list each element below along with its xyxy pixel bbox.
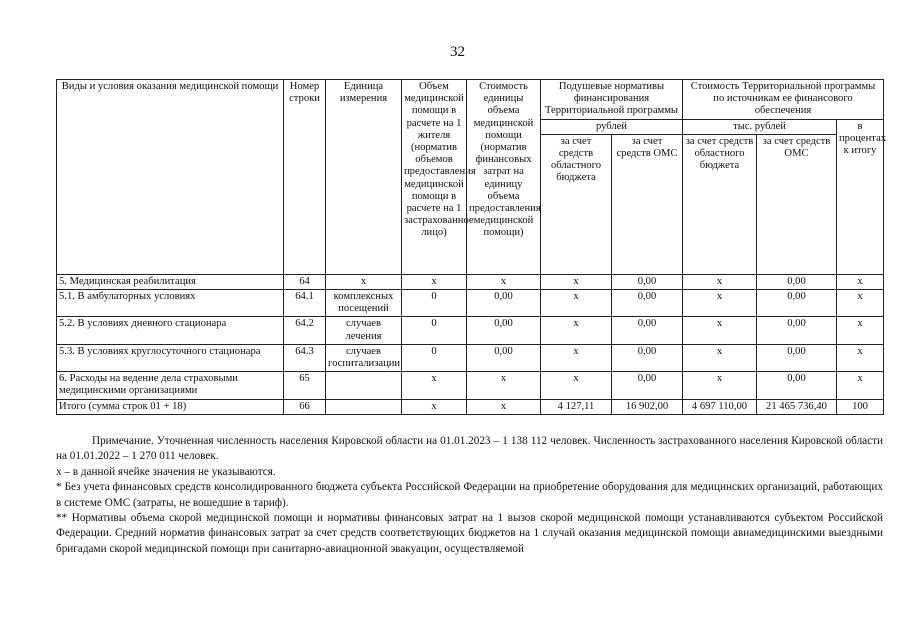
row-c-budget: 4 697 110,00 — [683, 399, 757, 414]
header-kinds: Виды и условия оказания медицинской помощи — [57, 80, 284, 275]
row-pc-budget: 4 127,11 — [541, 399, 612, 414]
header-pc-budget: за счет средств областного бюджета — [541, 134, 612, 274]
row-name: 5. Медицинская реабилитация — [57, 274, 284, 289]
row-cost: 0,00 — [467, 344, 541, 371]
row-percent: х — [837, 344, 884, 371]
row-number: 64.2 — [284, 317, 326, 344]
row-c-budget: х — [683, 344, 757, 371]
row-cost: х — [467, 372, 541, 399]
row-pc-budget: х — [541, 317, 612, 344]
row-pc-oms: 0,00 — [612, 317, 683, 344]
row-cost: 0,00 — [467, 317, 541, 344]
row-c-budget: х — [683, 372, 757, 399]
header-rub: рублей — [541, 119, 683, 134]
row-unit: случаев лечения — [326, 317, 402, 344]
row-volume: 0 — [402, 290, 467, 317]
page-number: 32 — [450, 44, 465, 60]
row-pc-oms: 0,00 — [612, 274, 683, 289]
row-number: 64.3 — [284, 344, 326, 371]
table-row-total — [57, 399, 884, 414]
row-percent: х — [837, 274, 884, 289]
row-c-oms: 0,00 — [757, 317, 837, 344]
row-c-oms: 0,00 — [757, 344, 837, 371]
note-asterisk: * Без учета финансовых средств консолидированного бюджета субъекта Российской Федерации на приобретение оборудования для медицинских организаций, работающих в системе ОМС (затраты, не вошедшие в тариф). — [56, 481, 883, 509]
row-pc-budget: х — [541, 372, 612, 399]
table-row — [57, 317, 884, 344]
note-population: Примечание. Уточненная численность населения Кировской области на 01.01.2023 – 1 138 112 человек. Численность застрахованного населения Кировской области на 01.01.2022 – 1 270 011 человек. — [56, 435, 883, 463]
note-x-legend: х – в данной ячейке значения не указываются. — [56, 465, 276, 478]
row-volume: 0 — [402, 317, 467, 344]
row-number: 64 — [284, 274, 326, 289]
row-cost: 0,00 — [467, 290, 541, 317]
row-number: 64.1 — [284, 290, 326, 317]
row-unit: случаев госпитализации — [326, 344, 402, 371]
row-c-oms: 0,00 — [757, 372, 837, 399]
row-pc-budget: х — [541, 344, 612, 371]
header-percent: в процентах к итогу — [837, 119, 884, 274]
row-pc-oms: 0,00 — [612, 344, 683, 371]
row-cost: х — [467, 274, 541, 289]
row-pc-budget: х — [541, 274, 612, 289]
row-volume: х — [402, 372, 467, 399]
row-pc-oms: 0,00 — [612, 290, 683, 317]
row-percent: х — [837, 317, 884, 344]
row-unit — [326, 372, 402, 399]
row-name: 5.2. В условиях дневного стационара — [57, 317, 284, 344]
row-name: 5.1. В амбулаторных условиях — [57, 290, 284, 317]
header-unit: Единица измерения — [326, 80, 402, 275]
row-pc-oms: 16 902,00 — [612, 399, 683, 414]
table-row — [57, 290, 884, 317]
row-percent: х — [837, 372, 884, 399]
row-percent: 100 — [837, 399, 884, 414]
row-pc-budget: х — [541, 290, 612, 317]
header-percapita-group: Подушевые нормативы финансирования Территориальной программы — [541, 80, 683, 120]
header-c-oms: за счет средств ОМС — [757, 134, 837, 274]
row-unit: комплексных посещений — [326, 290, 402, 317]
row-pc-oms: 0,00 — [612, 372, 683, 399]
header-unit-cost: Стоимость единицы объема медицинской помощи (норматив финансовых затрат на единицу объема предоставления медицинской помощи) — [467, 80, 541, 275]
row-name: 5.3. В условиях круглосуточного стационара — [57, 344, 284, 371]
row-cost: х — [467, 399, 541, 414]
row-number: 66 — [284, 399, 326, 414]
header-cost-group: Стоимость Территориальной программы по источникам ее финансового обеспечения — [683, 80, 884, 120]
row-c-budget: х — [683, 317, 757, 344]
row-volume: х — [402, 399, 467, 414]
row-number: 65 — [284, 372, 326, 399]
row-volume: х — [402, 274, 467, 289]
row-name: Итого (сумма строк 01 + 18) — [57, 399, 284, 414]
row-c-oms: 0,00 — [757, 290, 837, 317]
header-volume: Объем медицинской помощи в расчете на 1 жителя (норматив объемов предоставления медицинской помощи в расчете на 1 застрахованное лицо) — [402, 80, 467, 275]
row-unit — [326, 399, 402, 414]
row-c-budget: х — [683, 274, 757, 289]
row-name: 6. Расходы на ведение дела страховыми медицинскими организациями — [57, 372, 284, 399]
table-row — [57, 274, 884, 289]
row-volume: 0 — [402, 344, 467, 371]
header-pc-oms: за счет средств ОМС — [612, 134, 683, 274]
row-c-oms: 0,00 — [757, 274, 837, 289]
header-row-1 — [57, 80, 884, 120]
header-row-number: Номер строки — [284, 80, 326, 275]
row-c-budget: х — [683, 290, 757, 317]
note-double-asterisk: ** Нормативы объема скорой медицинской помощи и нормативы финансовых затрат на 1 вызов скорой медицинской помощи устанавливаются субъектом Российской Федерации. Средний норматив финансовых затрат за счет средств соответствующих бюджетов на 1 случай оказания медицинской помощи авиамедицинскими выездными бригадами скорой медицинской помощи при санитарно-авиационной эвакуации, осуществляемой — [56, 512, 883, 555]
table-row — [57, 372, 884, 399]
header-c-budget: за счет средств областного бюджета — [683, 134, 757, 274]
row-unit: х — [326, 274, 402, 289]
header-thous-rub: тыс. рублей — [683, 119, 837, 134]
row-percent: х — [837, 290, 884, 317]
notes-block — [56, 434, 883, 557]
table-row — [57, 344, 884, 371]
normatives-table — [56, 79, 887, 415]
row-c-oms: 21 465 736,40 — [757, 399, 837, 414]
